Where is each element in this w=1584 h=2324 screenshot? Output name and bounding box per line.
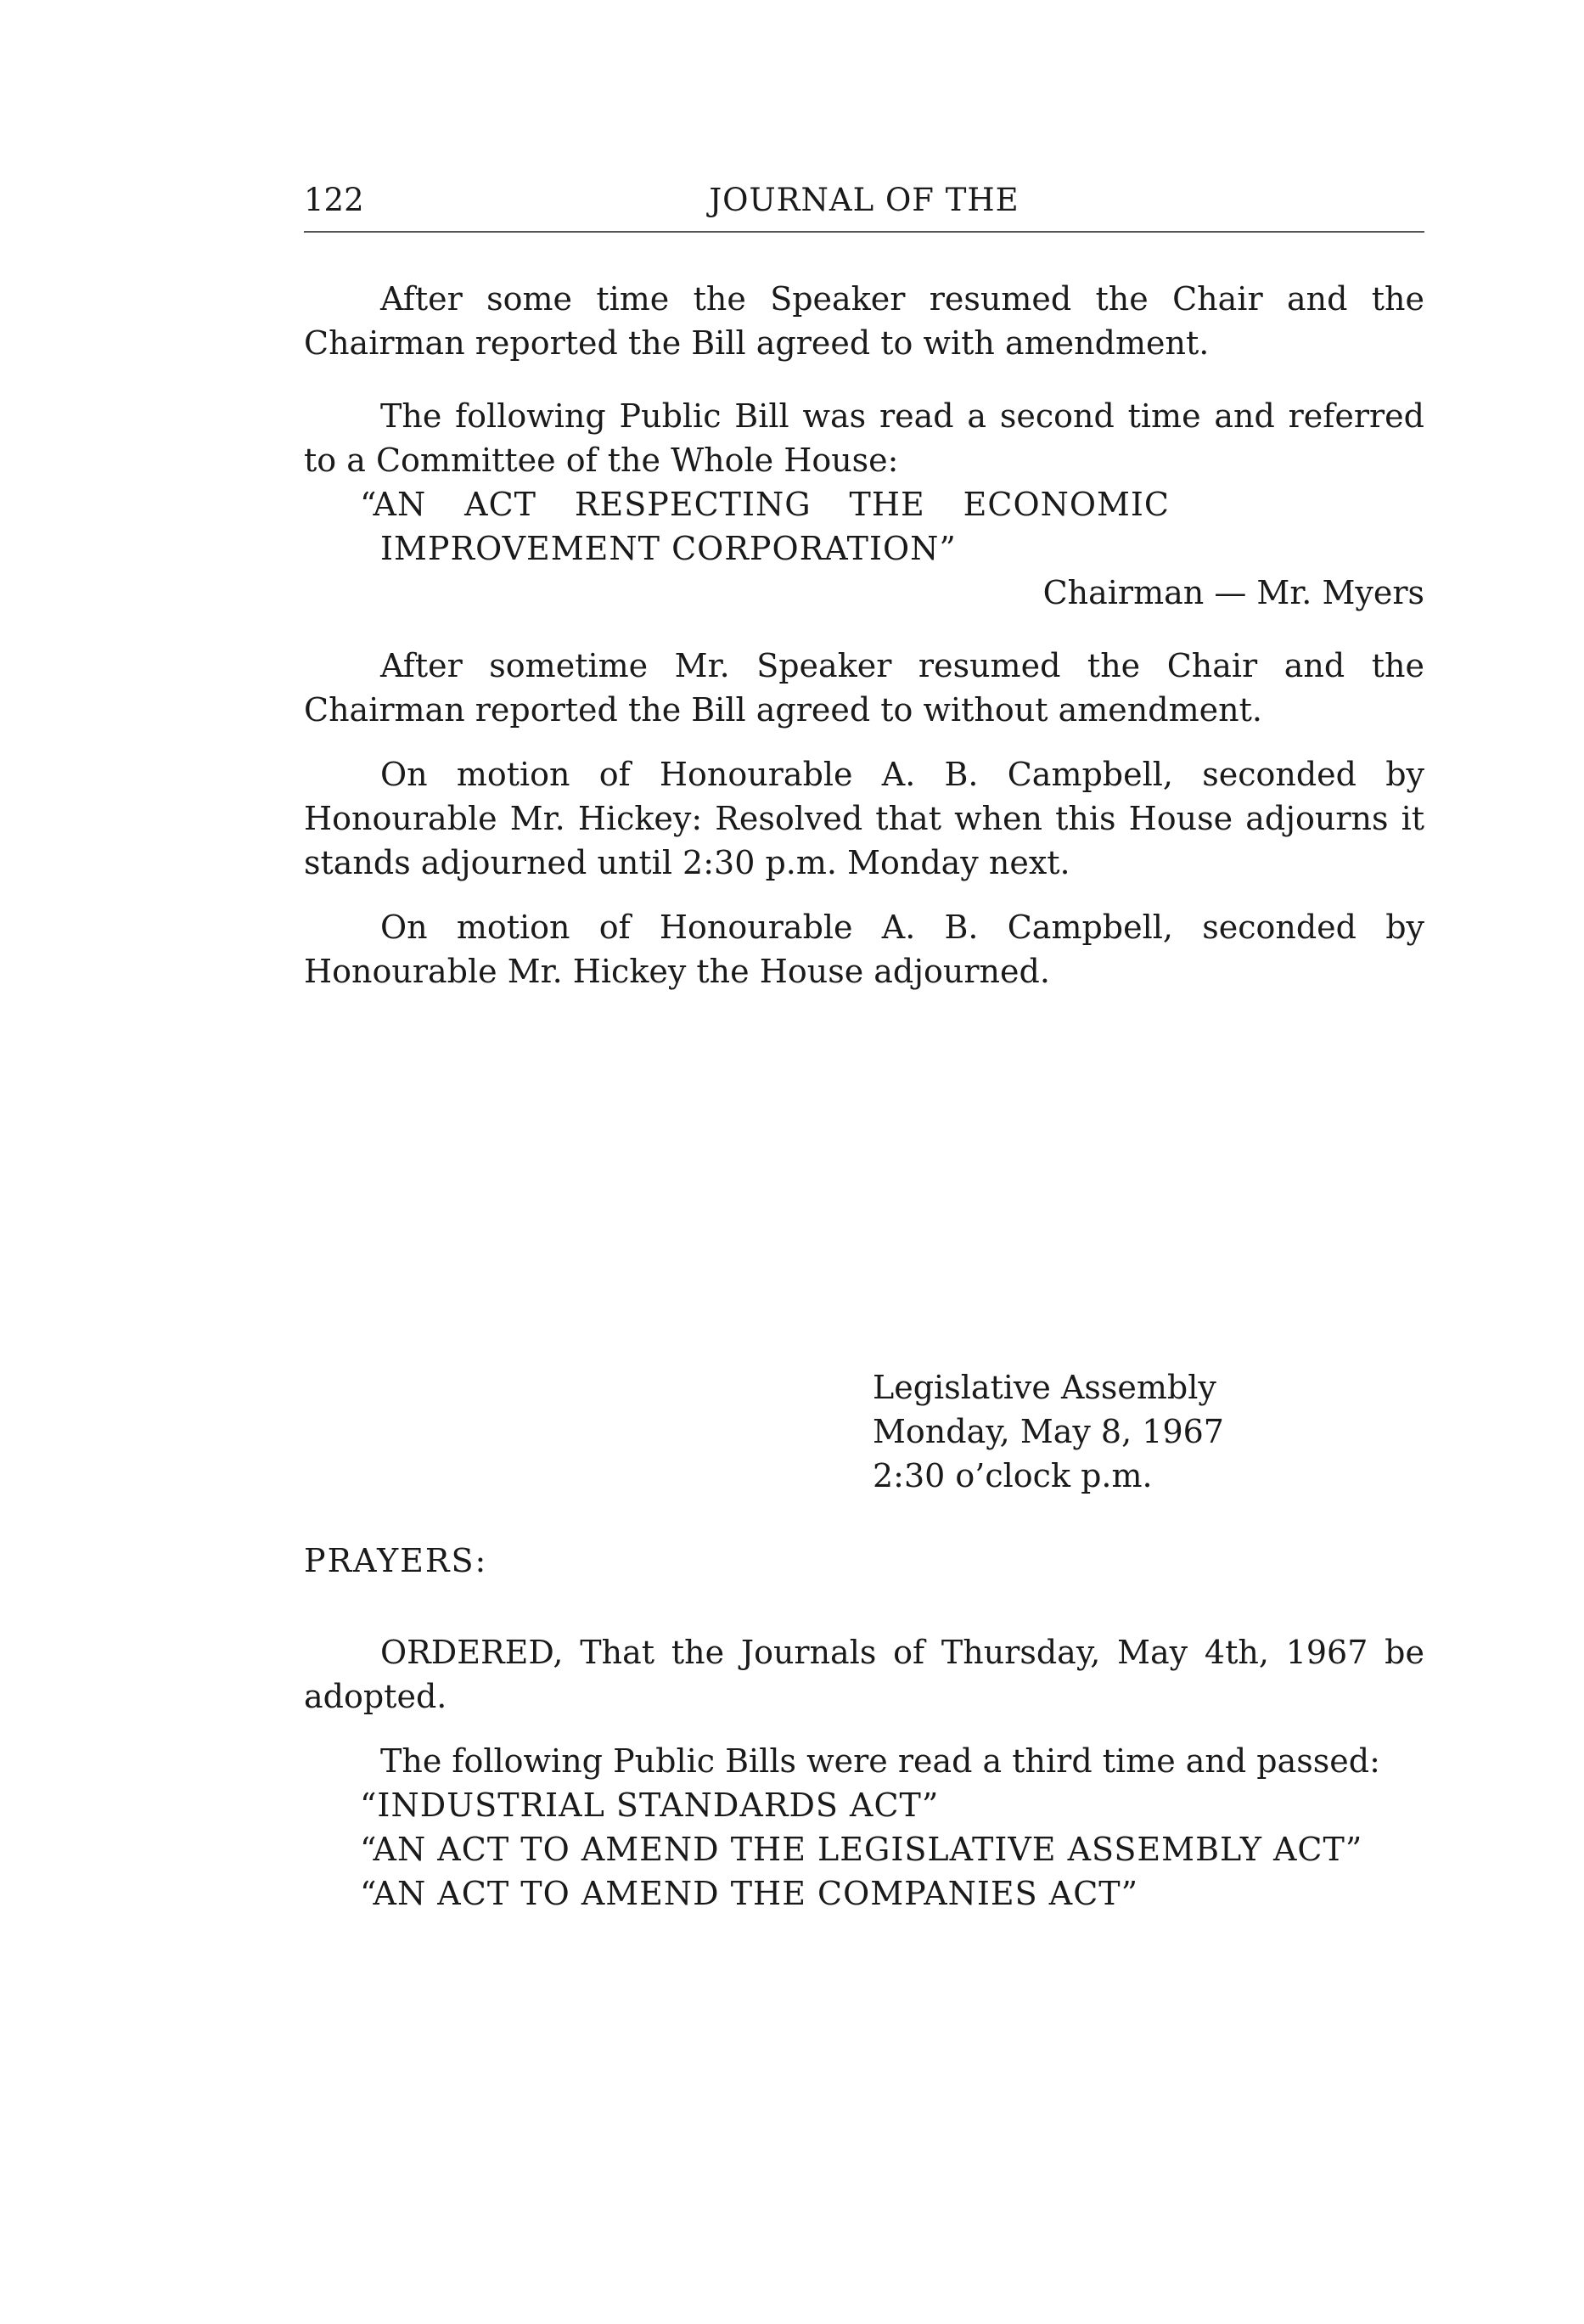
paragraph-second-reading: The following Public Bill was read a second time and referred to a Committee of the Whole House:: [304, 397, 1424, 479]
sitting-time: 2:30 o’clock p.m.: [873, 1457, 1153, 1494]
bill-passed-item: “INDUSTRIAL STANDARDS ACT”: [360, 1787, 940, 1824]
bills-passed-list: [304, 1783, 1424, 1916]
prayers-heading: PRAYERS:: [304, 1542, 488, 1579]
sitting-date: Monday, May 8, 1967: [873, 1413, 1224, 1450]
paragraph-motion-adjourn-until: On motion of Honourable A. B. Campbell, seconded by Honourable Mr. Hickey: Resolved that when this House adjourns it stands adjourned until 2:30 p.m. Monday next.: [304, 756, 1424, 881]
bill-title-economic-improvement: “AN ACT RESPECTING THE ECONOMIC IMPROVEMENT CORPORATION”: [360, 486, 1170, 567]
bill-chairman: Chairman — Mr. Myers: [1042, 574, 1424, 611]
paragraph-speaker-resumed-2: After sometime Mr. Speaker resumed the Chair and the Chairman reported the Bill agreed to without amendment.: [304, 647, 1424, 729]
running-head: [304, 178, 1424, 222]
page-number: 122: [304, 182, 364, 218]
sitting-body: Legislative Assembly: [873, 1369, 1216, 1406]
paragraph-ordered: ORDERED, That the Journals of Thursday, May 4th, 1967 be adopted.: [304, 1634, 1424, 1715]
journal-body: [304, 277, 1424, 1916]
header-rule: [304, 231, 1424, 233]
paragraph-motion-adjourned: On motion of Honourable A. B. Campbell, seconded by Honourable Mr. Hickey the House adjourned.: [304, 909, 1424, 990]
journal-title: JOURNAL OF THE: [709, 182, 1019, 218]
bill-passed-item: “AN ACT TO AMEND THE COMPANIES ACT”: [360, 1875, 1139, 1912]
paragraph-third-reading: The following Public Bills were read a third time and passed:: [380, 1742, 1380, 1780]
bill-passed-item: “AN ACT TO AMEND THE LEGISLATIVE ASSEMBLY ACT”: [360, 1831, 1363, 1868]
sitting-heading: [873, 1365, 1424, 1498]
paragraph-speaker-resumed: After some time the Speaker resumed the Chair and the Chairman reported the Bill agreed to with amendment.: [304, 280, 1424, 362]
